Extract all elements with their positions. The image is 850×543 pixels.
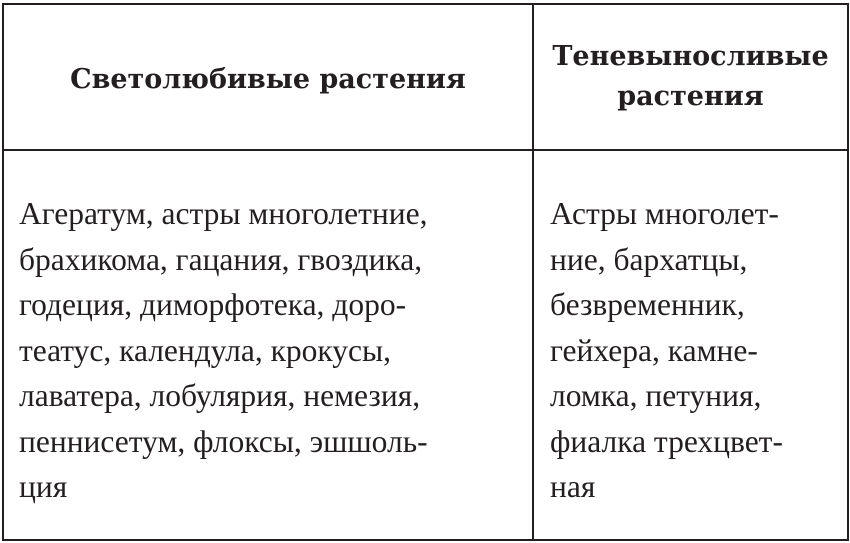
header-light-loving-text: Светолюбивые растения	[70, 64, 466, 95]
light-loving-line-1: Агератум, астры многолетние,	[19, 196, 428, 231]
light-loving-line-2: брахикома, гацания, гвоздика,	[19, 241, 423, 277]
shade-tolerant-line-6: фиалка трехцвет-	[550, 423, 783, 459]
table-header-row	[3, 4, 848, 150]
light-loving-line-4: театус, календула, крокусы,	[19, 332, 392, 368]
light-loving-line-7: ция	[19, 469, 68, 504]
header-shade-tolerant-line-1: Теневыносливые	[552, 41, 829, 72]
header-shade-tolerant	[533, 4, 848, 150]
shade-tolerant-line-4: гейхера, камне-	[550, 332, 758, 368]
shade-tolerant-line-5: ломка, петуния,	[550, 378, 762, 413]
shade-tolerant-line-7: ная	[550, 469, 596, 504]
header-light-loving	[3, 4, 533, 150]
light-loving-line-3: годеция, диморфотека, доро-	[19, 287, 407, 322]
light-loving-line-5: лаватера, лобулярия, немезия,	[19, 378, 421, 413]
plants-table	[2, 3, 849, 541]
shade-tolerant-line-2: ние, бархатцы,	[550, 241, 748, 277]
header-shade-tolerant-line-2: растения	[617, 81, 764, 112]
light-loving-line-6: пеннисетум, флоксы, эшшоль-	[19, 423, 428, 459]
table-body-row	[3, 150, 848, 540]
light-loving-plants-cell	[3, 150, 533, 540]
shade-tolerant-line-1: Астры многолет-	[550, 196, 779, 231]
shade-tolerant-line-3: безвременник,	[550, 287, 745, 322]
shade-tolerant-plants-cell	[533, 150, 848, 540]
